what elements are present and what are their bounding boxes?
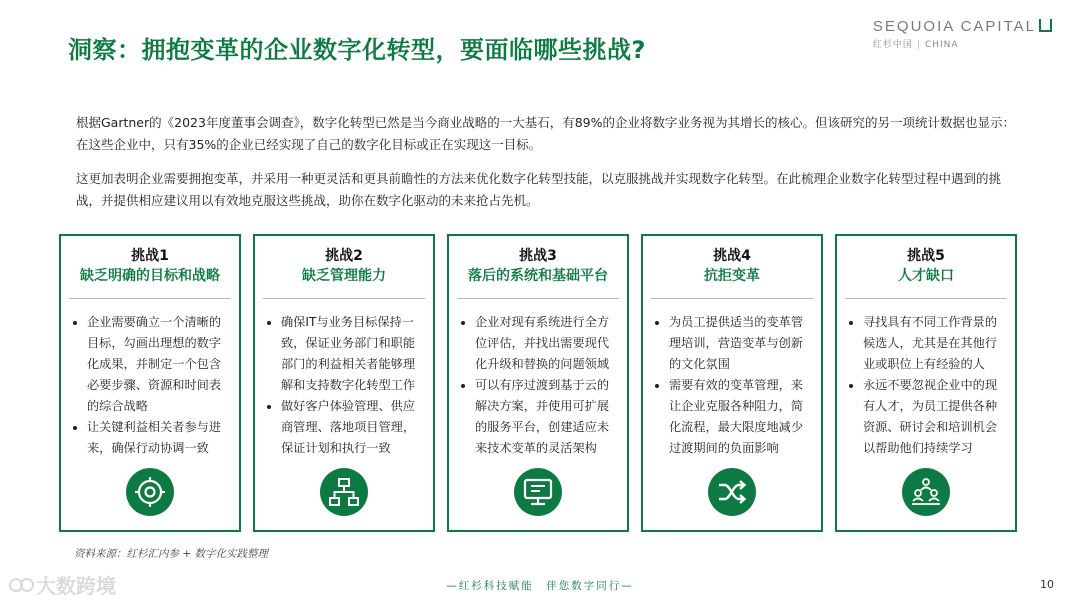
challenge-number: 挑战3 [519, 248, 557, 264]
page-title: 洞察：拥抱变革的企业数字化转型，要面临哪些挑战? [68, 36, 646, 64]
challenge-name: 抗拒变革 [704, 268, 760, 284]
challenge-point: • 企业需要确立一个清晰的目标，勾画出理想的数字化成果，并制定一个包含必要步骤、资源和时间表的综合战略 [87, 312, 231, 417]
card-divider [69, 298, 231, 299]
challenge-card-4 [641, 234, 823, 532]
challenge-point: • 为员工提供适当的变革管理培训，营造变革与创新的文化氛围 [669, 312, 813, 375]
brand-sub-left: 红杉中国 [872, 40, 913, 50]
challenge-point: • 企业对现有系统进行全方位评估，并找出需要现代化升级和替换的问题领域 [475, 312, 619, 375]
challenge-points [643, 312, 821, 459]
challenge-point: • 永远不要忽视企业中的现有人才，为员工提供各种资源、研讨会和培训机会以帮助他们持续学习 [863, 375, 1007, 459]
challenge-name: 缺乏明确的目标和战略 [80, 268, 220, 284]
challenge-card-3 [447, 234, 629, 532]
challenge-point: • 寻找具有不同工作背景的候选人，尤其是在其他行业或职位上有经验的人 [863, 312, 1007, 375]
card-divider [651, 298, 813, 299]
source-note: 资料来源：红杉汇内参 + 数字化实践整理 [74, 548, 268, 560]
monitor-icon [514, 468, 562, 516]
brand-sub-right: CHINA [924, 40, 959, 50]
challenge-point: • 让关键利益相关者参与进来，确保行动协调一致 [87, 417, 231, 459]
challenge-number: 挑战2 [325, 248, 363, 264]
footer-slogan: —红杉科技赋能 伴您数字同行— [446, 580, 634, 592]
watermark-logo-icon [8, 574, 36, 596]
challenge-points [255, 312, 433, 459]
brand-mark-icon [1039, 19, 1052, 32]
challenge-number: 挑战4 [713, 248, 751, 264]
challenge-number: 挑战1 [131, 248, 169, 264]
challenge-points [61, 312, 239, 459]
challenge-card-1 [59, 234, 241, 532]
card-divider [263, 298, 425, 299]
challenge-card-2 [253, 234, 435, 532]
challenge-card-5 [835, 234, 1017, 532]
challenge-point: • 需要有效的变革管理，来让企业克服各种阻力，简化流程，最大限度地减少过渡期间的负面影响 [669, 375, 813, 459]
shuffle-icon [708, 468, 756, 516]
challenge-points [449, 312, 627, 459]
challenge-point: • 确保IT与业务目标保持一致，保证业务部门和职能部门的利益相关者能够理解和支持数字化转型工作 [281, 312, 425, 396]
card-divider [845, 298, 1007, 299]
challenge-points [837, 312, 1015, 459]
challenge-point: • 可以有序过渡到基于云的解决方案，并使用可扩展的服务平台，创建适应未来技术变革的灵活架构 [475, 375, 619, 459]
page-number: 10 [1040, 578, 1054, 591]
challenge-number: 挑战5 [907, 248, 945, 264]
brand-name: SEQUOIA CAPITAL [872, 18, 1036, 35]
watermark [8, 570, 116, 599]
watermark-text: 大数跨境 [36, 574, 116, 598]
challenge-name: 落后的系统和基础平台 [468, 268, 608, 284]
challenge-name: 缺乏管理能力 [302, 268, 386, 284]
intro-paragraph-1: 根据Gartner的《2023年度董事会调查》，数字化转型已然是当今商业战略的一大基石，有89%的企业将数字业务视为其增长的核心。但该研究的另一项统计数据也显示：在这些企业中，只有35%的企业已经实现了自己的数字化目标或正在实现这一目标。 [76, 115, 1015, 152]
challenge-name: 人才缺口 [898, 268, 954, 284]
challenge-point: • 做好客户体验管理、供应商管理、落地项目管理，保证计划和执行一致 [281, 396, 425, 459]
people-group-icon [902, 468, 950, 516]
brand-logo: SEQUOIA CAPITAL 红杉中国 | CHINA [873, 18, 1052, 50]
org-chart-icon [320, 468, 368, 516]
card-divider [457, 298, 619, 299]
target-icon [126, 468, 174, 516]
intro-paragraph-2: 这更加表明企业需要拥抱变革，并采用一种更灵活和更具前瞻性的方法来优化数字化转型技能，以克服挑战并实现数字化转型。在此梳理企业数字化转型过程中遇到的挑战，并提供相应建议用以有效地克服这些挑战，助你在数字化驱动的未来抢占先机。 [76, 171, 1002, 208]
